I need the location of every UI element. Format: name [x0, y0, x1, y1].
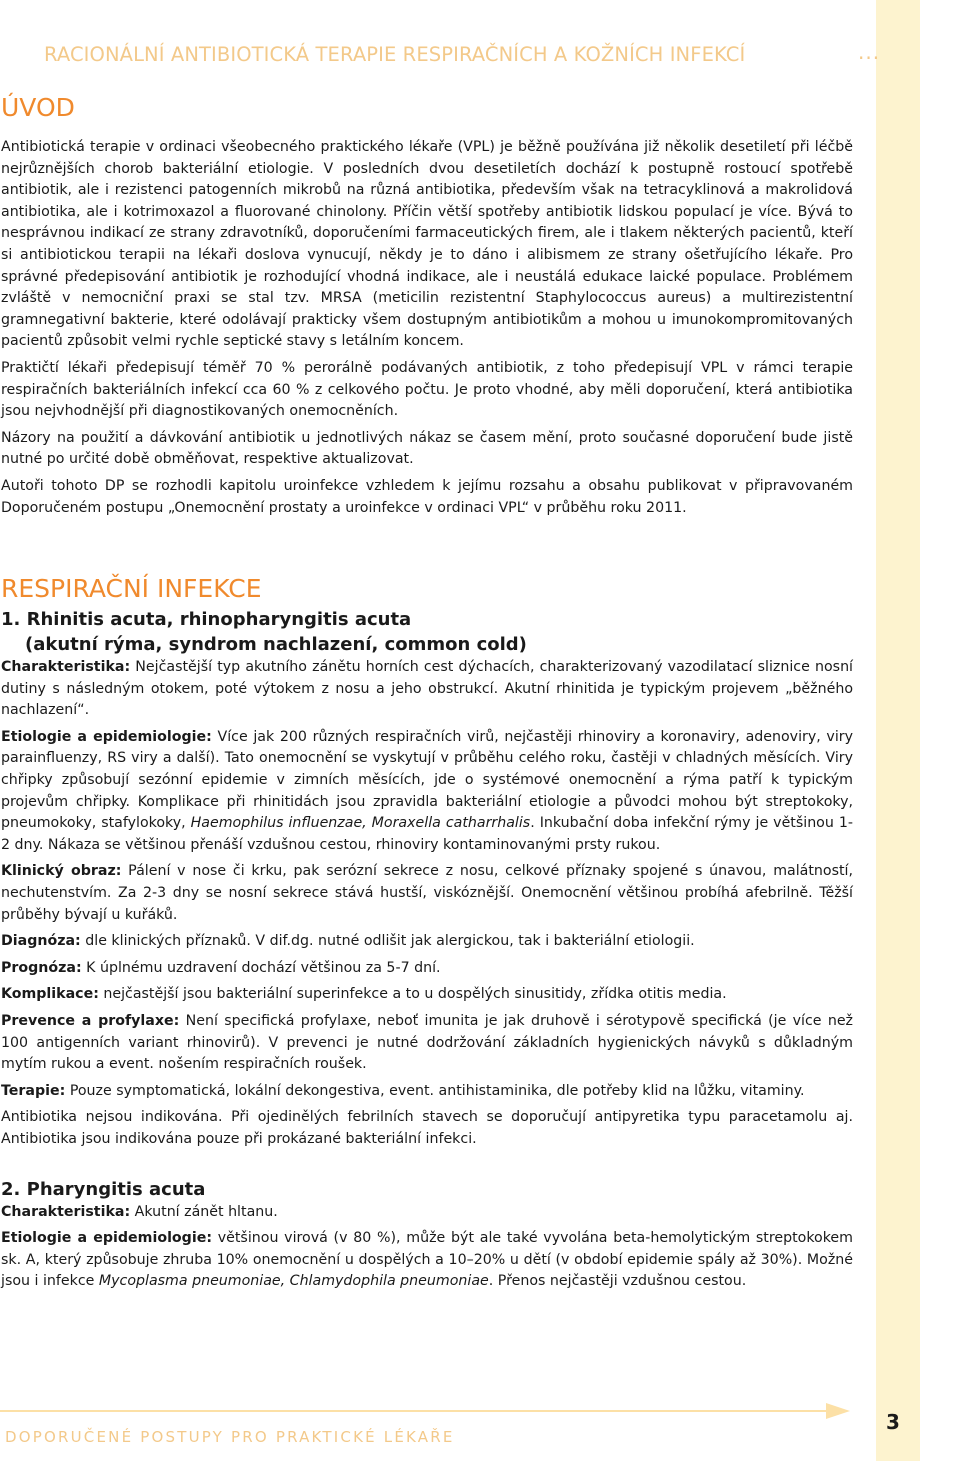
- rhinitis-title: [1, 607, 853, 657]
- label-therapy: Terapie:: [1, 1082, 66, 1099]
- rhinitis-title-line2: (akutní rýma, syndrom nachlazení, common cold): [25, 634, 527, 656]
- pharyngitis-etiology: [1, 1228, 853, 1293]
- label-characteristics: Charakteristika:: [1, 659, 131, 676]
- rhinitis-title-line1: 1. Rhinitis acuta, rhinopharyngitis acuta: [1, 609, 412, 631]
- text-therapy: Pouze symptomatická, lokální dekongestiva, event. antihistaminika, dle potřeby klid na lůžku, vitaminy.: [65, 1082, 805, 1099]
- text-pharyngitis-characteristics: Akutní zánět hltanu.: [130, 1203, 278, 1220]
- rhinitis-prognosis: [1, 958, 853, 980]
- rhinitis-prevention: [1, 1011, 853, 1076]
- page-content: [1, 92, 853, 1298]
- text-etiology-italic: Haemophilus influenzae, Moraxella catharrhalis: [190, 815, 531, 832]
- label-diagnosis: Diagnóza:: [1, 933, 81, 950]
- text-characteristics: Nejčastější typ akutního zánětu horních cest dýchacích, charakterizovaný vazodilatací sliznice nosní dutiny s následným otokem, poté výtokem z nosu a jeho obstrukcí. Akutní rhinitida je typickým projevem „běžného nachlazení“.: [1, 659, 853, 719]
- text-etiology-2: . Inkubační doba infekční rýmy je většinou 1-2 dny. Nákaza se většinou přenáší vzdušnou cestou, rhinoviry kontaminovanými prsty rukou.: [1, 815, 853, 853]
- rhinitis-characteristics: [1, 657, 853, 722]
- text-complications: nejčastější jsou bakteriální superinfekce a to u dospělých sinusitidy, zřídka otitis media.: [98, 986, 727, 1003]
- intro-paragraph-4: Autoři tohoto DP se rozhodli kapitolu uroinfekce vzhledem k jejímu rozsahu a obsahu publikovat v připravovaném Doporučeném postupu „Onemocnění prostaty a uroinfekce v ordinaci VPL“ v průběhu roku 2011.: [1, 477, 853, 516]
- respiratory-heading: RESPIRAČNÍ INFEKCE: [1, 574, 262, 604]
- label-clinical: Klinický obraz:: [1, 863, 122, 880]
- text-pharyngitis-etiology-2: . Přenos nejčastěji vzdušnou cestou.: [488, 1273, 747, 1290]
- label-prognosis: Prognóza:: [1, 959, 82, 976]
- text-pharyngitis-etiology-italic: Mycoplasma pneumoniae, Chlamydophila pneumoniae: [98, 1273, 489, 1290]
- running-header: RACIONÁLNÍ ANTIBIOTICKÁ TERAPIE RESPIRAČNÍCH A KOŽNÍCH INFEKCÍ: [44, 43, 746, 66]
- rhinitis-etiology: [1, 727, 853, 857]
- text-prognosis: K úplnému uzdravení dochází většinou za 5-7 dní.: [81, 959, 441, 976]
- intro-paragraph-1: Antibiotická terapie v ordinaci všeobecného praktického lékaře (VPL) je běžně používána již několik desetiletí při léčbě nejrůznějších chorob bakteriální etiologie. V posledních dvou desetiletích dochází k postupně rostoucí spotřebě antibiotik, ale i rezistenci patogenních mikrobů na různá antibiotika, především však na tetracyklinová a makrolidová antibiotika, ale i kotrimoxazol a fluorované chinolony. Příčin větší spotřeby antibiotik lidskou populací je více. Bývá to nesprávnou indikací ze strany zdravotníků, doporučeními farmaceutických firem, ale i tlakem některých pacientů, kteří si antibiotickou terapii na lékaři doslova vynucují, někdy je to dáno i alibismem ze strany ošetřujícího lékaře. Pro správné předepisování antibiotik je rozhodující vhodná indikace, ale i neustálá edukace laické populace. Problémem zvláště v nemocniční praxi se stal tzv. MRSA (meticilin rezistentní Staphylococcus aureus) a multirezistentní gramnegativní bakterie, které odolávají prakticky všem dostupným antibiotikům a mohou u imunokompromitovaných pacientů způsobit velmi rychle septické stavy s letálním koncem.: [1, 139, 853, 350]
- intro-paragraph-3: Názory na použití a dávkování antibiotik u jednotlivých nákaz se časem mění, proto současné doporučení bude jistě nutné po určité době obměňovat, respektive aktualizovat.: [1, 429, 853, 468]
- intro-paragraph-2: Praktičtí lékaři předepisují téměř 70 % perorálně podávaných antibiotik, z toho předepisují VPL v rámci terapie respiračních bakteriálních infekcí cca 60 % z celkového počtu. Je proto vhodné, aby měli doporučení, která antibiotika jsou nejvhodnější při diagnostikovaných onemocněních.: [1, 359, 853, 420]
- text-etiology: Více jak 200 různých respiračních virů, nejčastěji rhinoviry a koronaviry, adenoviry, viry parainfluenzy, RS viry a další). Tato onemocnění se vyskytují v průběhu celého roku, častěji v chladných měsících. Viry chřipky způsobují sezónní epidemie v zimních měsících, jde o systémové onemocnění a rýma patří k typickým projevům chřipky. Komplikace při rhinitidách jsou zpravidla bakteriální etiologie a původci mohou být streptokoky, pneumokoky, stafylokoky,: [1, 728, 853, 832]
- label-complications: Komplikace:: [1, 986, 99, 1003]
- rhinitis-antibiotics-note: Antibiotika nejsou indikována. Při ojedinělých febrilních stavech se doporučují antipyretika typu paracetamolu aj. Antibiotika jsou indikována pouze při prokázané bakteriální infekci.: [1, 1109, 853, 1147]
- label-etiology: Etiologie a epidemiologie:: [1, 728, 212, 745]
- side-color-strip: [876, 0, 920, 1461]
- label-pharyngitis-characteristics: Charakteristika:: [1, 1203, 131, 1220]
- text-pharyngitis-etiology: většinou virová (v 80 %), může být ale také vyvolána beta-hemolytickým streptokokem sk. A, který způsobuje zhruba 10% onemocnění u dospělých a 10–20% u dětí (v období epidemie spály až 30%). Možné jsou i infekce: [1, 1230, 853, 1290]
- intro-heading: ÚVOD: [1, 93, 75, 122]
- rhinitis-therapy: [1, 1081, 853, 1103]
- text-clinical: Pálení v nose či krku, pak serózní sekrece z nosu, celkové příznaky spojené s únavou, malátností, nechutenstvím. Za 2-3 dny se nosní sekrece stává hustší, viskóznější. Onemocnění většinou probíhá afebrilně. Těžší průběhy bývají u kuřáků.: [1, 863, 853, 923]
- footer-rule: [0, 1410, 840, 1412]
- page-number: 3: [886, 1410, 900, 1434]
- text-prevention: Není specifická profylaxe, neboť imunita je jak druhově i sérotypově specifická (je více než 100 antigenních variant rhinovirů). V prevenci je nutné dodržování základních hygienických návyků s důkladným mytím rukou a event. nošením respiračních roušek.: [1, 1013, 853, 1073]
- rhinitis-complications: [1, 984, 853, 1006]
- rhinitis-clinical: [1, 861, 853, 926]
- pharyngitis-title: 2. Pharyngitis acuta: [1, 1178, 206, 1200]
- footer-arrow-icon: [826, 1403, 850, 1419]
- label-pharyngitis-etiology: Etiologie a epidemiologie:: [1, 1230, 212, 1247]
- label-prevention: Prevence a profylaxe:: [1, 1013, 180, 1029]
- footer-text: DOPORUČENÉ POSTUPY PRO PRAKTICKÉ LÉKAŘE: [5, 1428, 455, 1446]
- pharyngitis-characteristics: [1, 1202, 853, 1224]
- header-dots: ...: [858, 40, 881, 64]
- text-diagnosis: dle klinických příznaků. V dif.dg. nutné odlišit jak alergickou, tak i bakteriální etiologii.: [80, 933, 695, 950]
- rhinitis-diagnosis: [1, 931, 853, 953]
